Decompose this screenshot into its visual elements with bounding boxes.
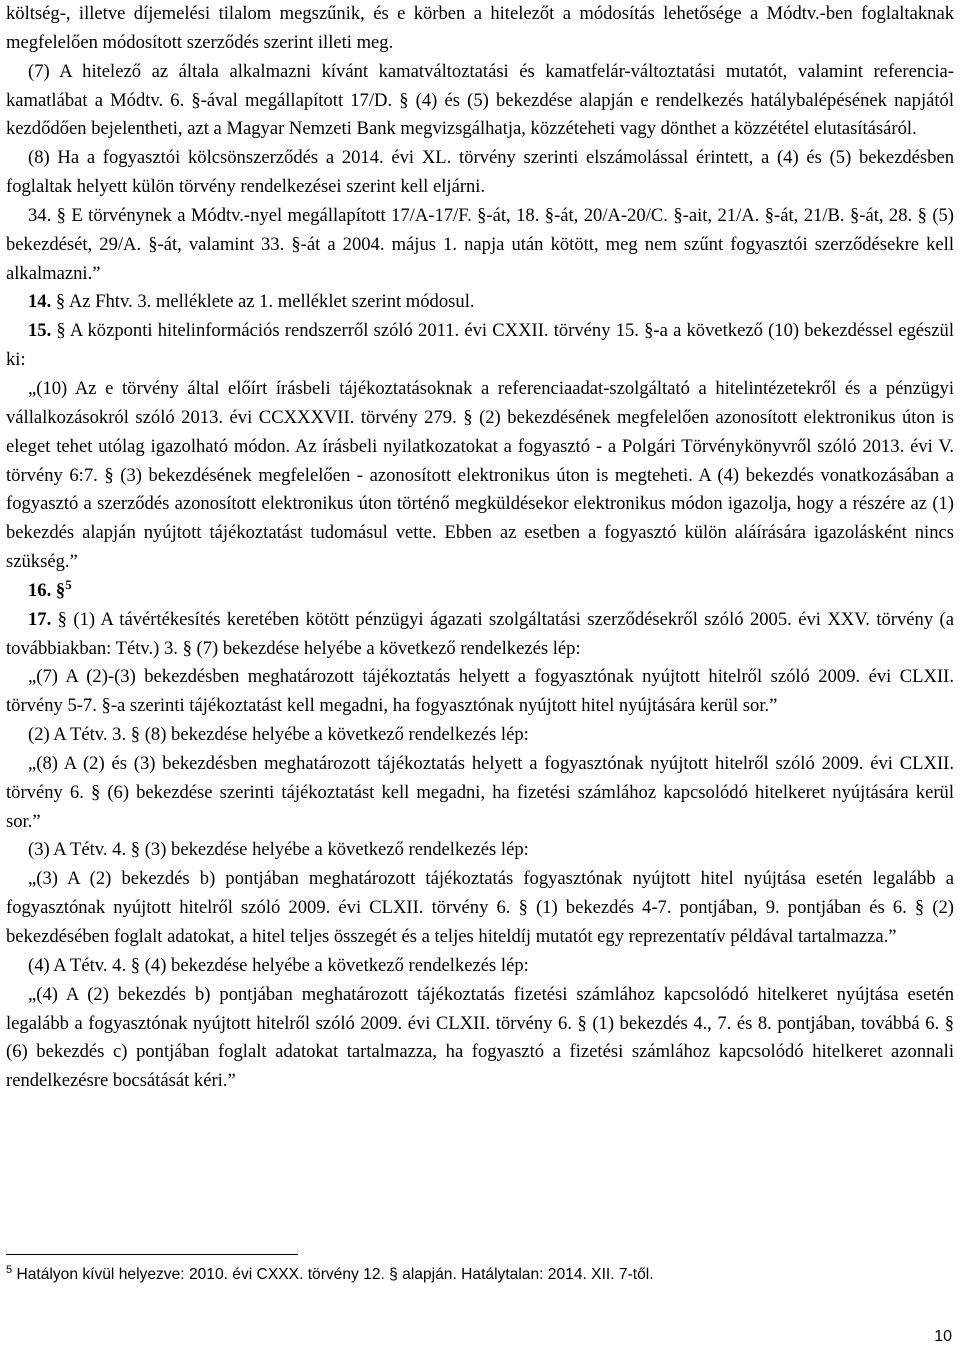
paragraph-17-4-quote: „(4) A (2) bekezdés b) pontjában meghatározott tájékoztatás fizetési számlához kapcsolódó hitelkeret nyújtása esetén legalább a fogyasztónak nyújtott hitelről szóló 2009. évi CLXII. törvény 6. § (1) bekezdés 4., 7. és 8. pontjában, továbbá 6. § (6) bekezdés c) pontjában foglalt adatokat tartalmazza, ha fogyasztó a fizetési számlához kapcsolódó hitelkeret azonnali rendelkezésre bocsátását kéri.” [6,983,954,1092]
section-text: § (1) A távértékesítés keretében kötött pénzügyi ágazati szolgáltatási szerződésekről szóló 2005. évi XXV. törvény (a továbbiakban: Tétv.) 3. § (7) bekezdése helyébe a következő rendelkezés lép: [6,608,954,659]
paragraph-17-8: „(8) A (2) és (3) bekezdésben meghatározott tájékoztatás helyett a fogyasztónak nyújtott hitelről szóló 2009. évi CLXII. törvény 6. § (6) bekezdése szerinti tájékoztatást kell megadni, ha fizetési számlához kapcsolódó hitelkeret nyújtására kerül sor.” [6,752,954,832]
paragraph-17-3-quote: „(3) A (2) bekezdés b) pontjában meghatározott tájékoztatás fogyasztónak nyújtott hitel nyújtása esetén legalább a fogyasztónak nyújtott hitelről szóló 2009. évi CLXII. törvény 6. § (1) bekezdés 4-7. pontjában, 9. pontjában és 6. § (2) bekezdésében foglalt adatokat, a hitel teljes összegét és a teljes hiteldíj mutatót egy reprezentatív példával tartalmazza.” [6,868,954,947]
document-body [6,0,954,1096]
footnote-divider [6,1254,298,1255]
section-number: 17. [28,608,52,630]
section-16 [6,577,954,606]
paragraph-1: költség-, illetve díjemelési tilalom megszűnik, és e körben a hitelezőt a módosítás lehetősége a Módtv.-ben foglaltaknak megfelelően módosított szerződés szerint illeti meg. [6,3,954,53]
footnote-reference[interactable]: 5 [65,576,72,592]
footnote-text: Hatályon kívül helyezve: 2010. évi CXXX. törvény 12. § alapján. Hatálytalan: 2014. XII. 7-től. [12,1266,654,1283]
section-text: § A központi hitelinformációs rendszerről szóló 2011. évi CXXII. törvény 15. §-a a következő (10) bekezdéssel egészül ki: [6,320,954,371]
section-text: § Az Fhtv. 3. melléklete az 1. melléklet szerint módosul. [51,291,475,313]
section-15 [6,317,954,375]
section-number: 15. [28,320,52,342]
paragraph-4: 34. § E törvénynek a Módtv.-nyel megállapított 17/A-17/F. §-át, 18. §-át, 20/A-20/C. §-ait, 21/A. §-át, 21/B. §-át, 28. § (5) bekezdését, 29/A. §-át, valamint 33. §-át a 2004. május 1. napja után kötött, meg nem szűnt fogyasztói szerződésekre kell alkalmazni.” [6,204,954,284]
section-text: § [51,579,66,601]
section-number: 16. [28,579,52,601]
paragraph-15-10: „(10) Az e törvény által előírt írásbeli tájékoztatásoknak a referenciaadat-szolgáltató a hitelintézetekről és a pénzügyi vállalkozásokról szóló 2013. évi CCXXXVII. törvény 279. § (2) bekezdésének megfelelően azonosított elektronikus úton is eleget tehet utólag igazolható módon. Az írásbeli nyilatkozatokat a fogyasztó - a Polgári Törvénykönyvről szóló 2013. évi V. törvény 6:7. § (3) bekezdésének megfelelően - azonosított elektronikus úton is megteheti. A (4) bekezdés vonatkozásában a fogyasztó a szerződés azonosított elektronikus úton történő megküldésekor elektronikus módon igazolja, hogy a részére az (1) bekezdés alapján nyújtott tájékoztatást tudomásul vette. Ebben az esetben a fogyasztó külön aláírására igazolásként nincs szükség.” [6,377,954,573]
footnote-number: 5 [6,1263,13,1276]
paragraph-17-4: (4) A Tétv. 4. § (4) bekezdése helyébe a következő rendelkezés lép: [28,954,529,976]
page-number: 10 [934,1328,952,1345]
section-17 [6,606,954,664]
paragraph-2: (7) A hitelező az általa alkalmazni kívánt kamatváltoztatási és kamatfelár-változtatási mutatót, valamint referencia-kamatlábat a Módtv. 6. §-ával megállapított 17/D. § (4) és (5) bekezdése alapján e rendelkezés hatálybalépésének napjától kezdődően bejelentheti, azt a Magyar Nemzeti Bank megvizsgálhatja, közzéteheti vagy dönthet a közzététel elutasításáról. [6,60,954,140]
paragraph-17-3: (3) A Tétv. 4. § (3) bekezdése helyébe a következő rendelkezés lép: [28,839,529,861]
paragraph-17-7: „(7) A (2)-(3) bekezdésben meghatározott tájékoztatás helyett a fogyasztónak nyújtott hitelről szóló 2009. évi CLXII. törvény 5-7. §-a szerinti tájékoztatást kell megadni, ha fogyasztónak nyújtott hitel nyújtására kerül sor.” [6,666,954,717]
section-number: 14. [28,291,52,313]
paragraph-17-2: (2) A Tétv. 3. § (8) bekezdése helyébe a következő rendelkezés lép: [28,724,529,746]
footnote [6,1264,954,1286]
paragraph-3: (8) Ha a fogyasztói kölcsönszerződés a 2014. évi XL. törvény szerinti elszámolással érintett, a (4) és (5) bekezdésben foglaltak helyett külön törvény rendelkezései szerint kell eljárni. [6,147,954,198]
section-14 [6,288,954,317]
